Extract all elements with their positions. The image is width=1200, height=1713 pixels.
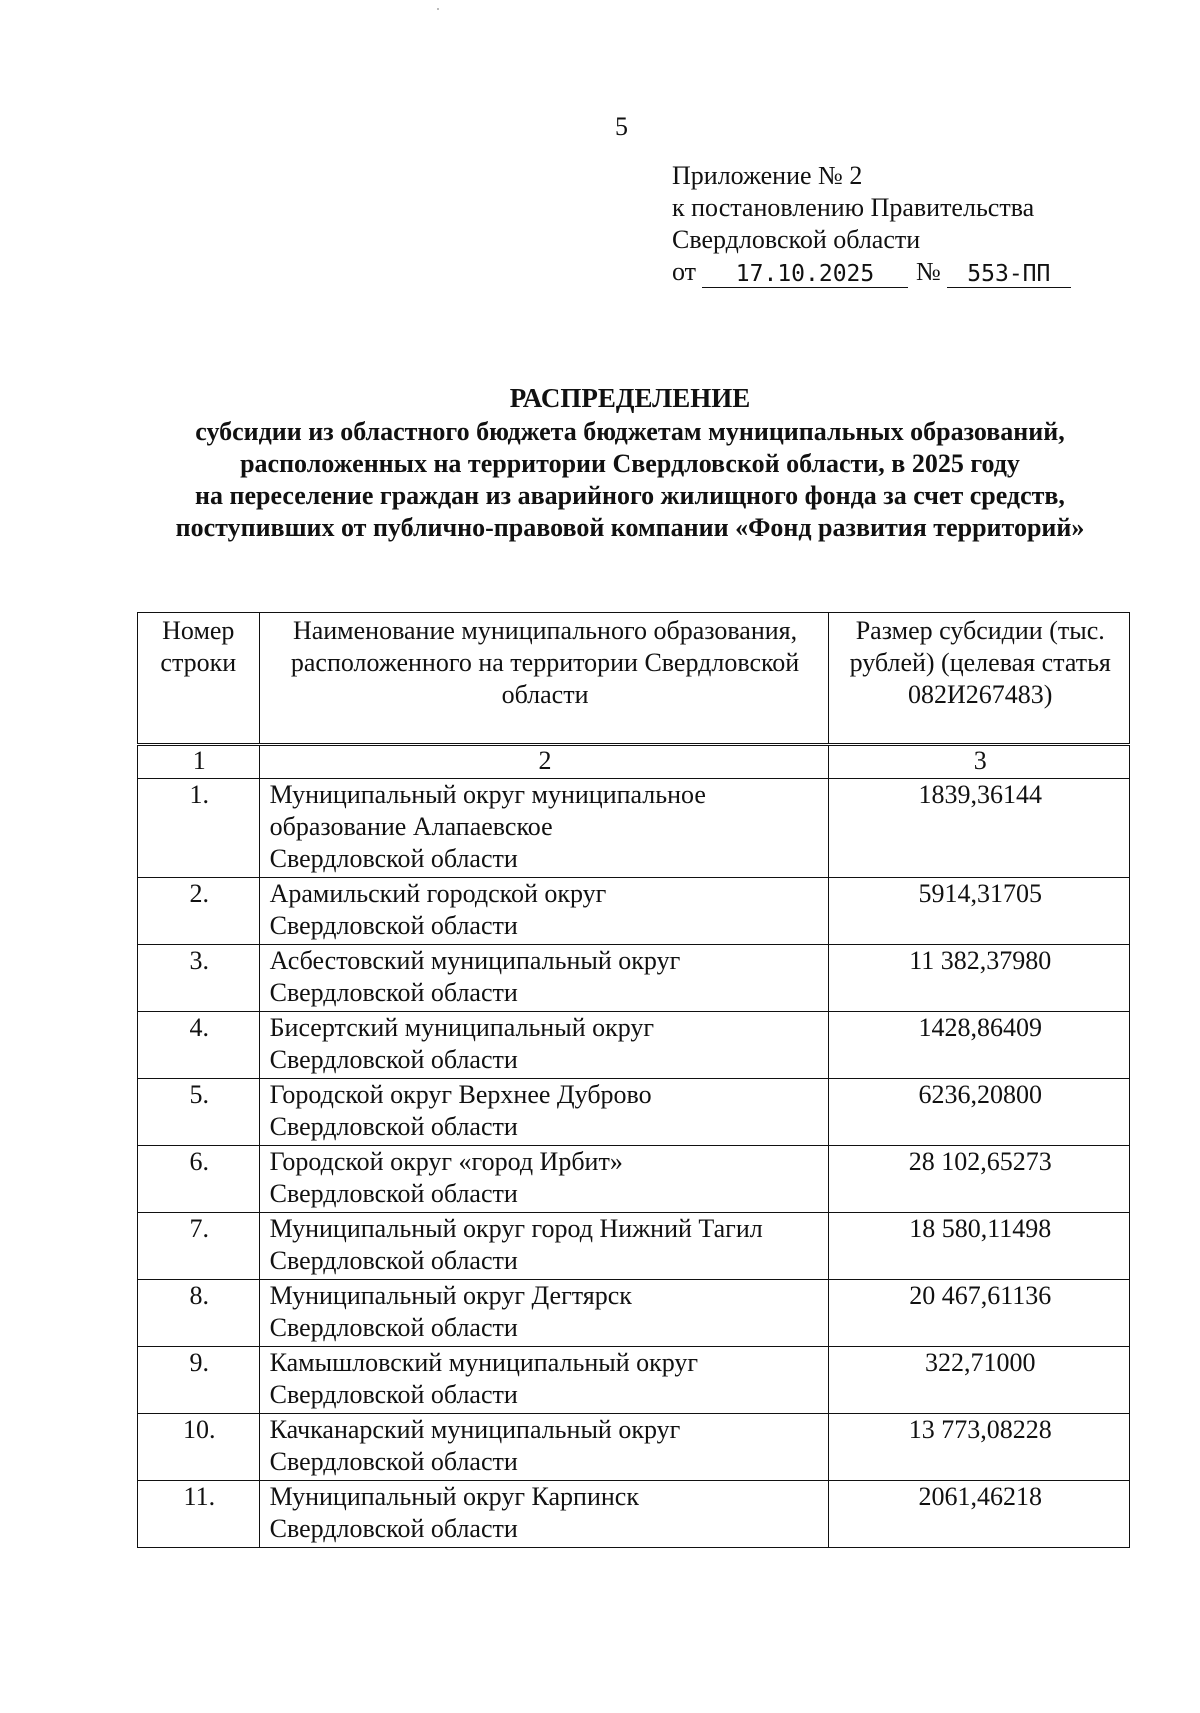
document-heading [60,382,1200,544]
municipality-name-line: Камышловский муниципальный округ [269,1348,699,1377]
row-number: 5. [138,1079,260,1146]
row-number: 11. [138,1481,260,1548]
table-row [138,1481,1130,1548]
heading-line-1: субсидии из областного бюджета бюджетам муниципальных образований, [195,417,1065,446]
appendix-title: Приложение № 2 [672,161,863,190]
table-body [138,779,1130,1548]
municipality-name [259,1012,829,1079]
header-municipality-name: Наименование муниципального образования, расположенного на территории Свердловской области [259,613,829,745]
row-number: 3. [138,945,260,1012]
subsidy-amount: 13 773,08228 [829,1414,1130,1481]
subsidy-amount: 1428,86409 [829,1012,1130,1079]
heading-line-4: поступивших от публично-правовой компании «Фонд развития территорий» [175,513,1085,542]
document-title: РАСПРЕДЕЛЕНИЕ [509,383,751,413]
subsidy-amount: 20 467,61136 [829,1280,1130,1347]
resolution-number: 553-ПП [947,261,1071,288]
row-number: 10. [138,1414,260,1481]
header-row-number: Номер строки [138,613,260,745]
municipality-name [259,779,829,878]
municipality-name-line: Свердловской области [269,1112,518,1141]
row-number: 6. [138,1146,260,1213]
scan-speck [437,8,439,10]
subsidy-amount: 11 382,37980 [829,945,1130,1012]
row-number: 9. [138,1347,260,1414]
municipality-name-line: Свердловской области [269,1246,518,1275]
municipality-name-line: Городской округ Верхнее Дуброво [269,1080,652,1109]
municipality-name-line: Асбестовский муниципальный округ [269,946,681,975]
resolution-details [672,256,1071,288]
municipality-name-line: Свердловской области [269,1380,518,1409]
municipality-name [259,1347,829,1414]
table-row [138,779,1130,878]
column-number-3: 3 [829,745,1130,779]
row-number: 1. [138,779,260,878]
municipality-name-line: Свердловской области [269,1045,518,1074]
municipality-name [259,1414,829,1481]
municipality-name-line: Качканарский муниципальный округ [269,1415,681,1444]
municipality-name-line: Муниципальный округ Карпинск [269,1482,639,1511]
subsidy-amount: 28 102,65273 [829,1146,1130,1213]
municipality-name-line: Свердловской области [269,978,518,1007]
municipality-name-line: Муниципальный округ Дегтярск [269,1281,632,1310]
table-row [138,1079,1130,1146]
municipality-name-line: Свердловской области [269,1514,518,1543]
table-row [138,1146,1130,1213]
subsidy-amount: 322,71000 [829,1347,1130,1414]
row-number: 2. [138,878,260,945]
header-subsidy-amount: Размер субсидии (тыс. рублей) (целевая статья 082И267483) [829,613,1130,745]
municipality-name-line: Свердловской области [269,1179,518,1208]
municipality-name [259,1079,829,1146]
municipality-name [259,1280,829,1347]
table-row [138,1012,1130,1079]
date-prefix: от [672,257,697,286]
row-number: 4. [138,1012,260,1079]
municipality-name-line: Муниципальный округ город Нижний Тагил [269,1214,763,1243]
municipality-name-line: Арамильский городской округ [269,879,607,908]
municipality-name-line: Бисертский муниципальный округ [269,1013,655,1042]
table-row [138,945,1130,1012]
heading-line-2: расположенных на территории Свердловской области, в 2025 году [240,449,1020,478]
number-prefix: № [916,257,941,286]
municipality-name-line: Свердловской области [269,844,518,873]
table-row [138,1414,1130,1481]
municipality-name [259,1146,829,1213]
municipality-name-line: Свердловской области [269,911,518,940]
subsidy-amount: 2061,46218 [829,1481,1130,1548]
appendix-region: Свердловской области [672,225,921,254]
table-row [138,1347,1130,1414]
municipality-name [259,1481,829,1548]
municipality-name-line: образование Алапаевское [269,812,553,841]
municipality-name [259,878,829,945]
subsidy-amount: 6236,20800 [829,1079,1130,1146]
row-number: 7. [138,1213,260,1280]
table-row [138,1280,1130,1347]
resolution-date: 17.10.2025 [702,261,908,288]
municipality-name-line: Свердловской области [269,1447,518,1476]
subsidy-amount: 1839,36144 [829,779,1130,878]
page-number: 5 [615,112,628,141]
column-number-row [138,745,1130,779]
distribution-table [137,612,1130,1548]
municipality-name-line: Свердловской области [269,1313,518,1342]
appendix-block [672,160,1071,288]
column-number-2: 2 [259,745,829,779]
table-row [138,1213,1130,1280]
municipality-name [259,945,829,1012]
table-row [138,878,1130,945]
subsidy-amount: 5914,31705 [829,878,1130,945]
column-number-1: 1 [138,745,260,779]
subsidy-amount: 18 580,11498 [829,1213,1130,1280]
heading-line-3: на переселение граждан из аварийного жилищного фонда за счет средств, [195,481,1065,510]
table-header-row [138,613,1130,745]
municipality-name [259,1213,829,1280]
municipality-name-line: Городской округ «город Ирбит» [269,1147,623,1176]
row-number: 8. [138,1280,260,1347]
appendix-reference: к постановлению Правительства [672,193,1035,222]
municipality-name-line: Муниципальный округ муниципальное [269,780,706,809]
